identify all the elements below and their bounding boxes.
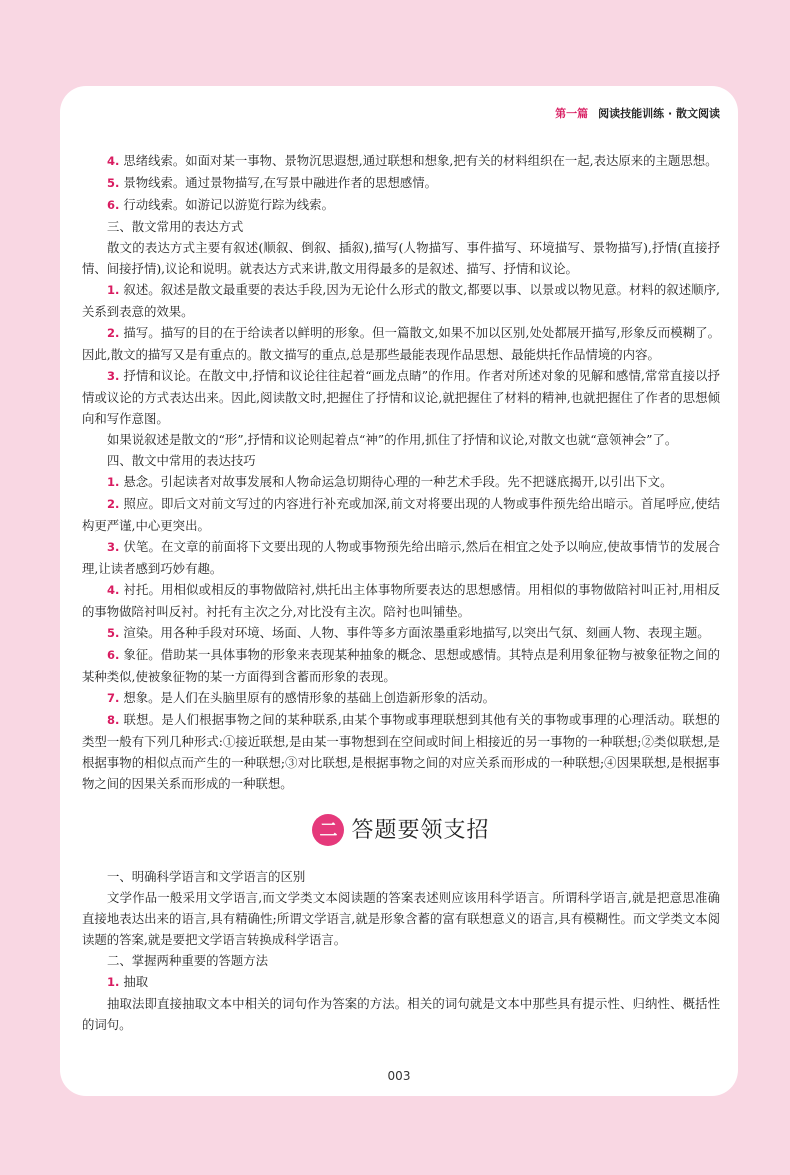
paragraph-text: 思绪线索。如面对某一事物、景物沉思遐想,通过联想和想象,把有关的材料组织在一起,表达原来的主题思想。	[123, 153, 718, 168]
paragraph-text: 照应。即后文对前文写过的内容进行补充或加深,前文对将要出现的人物或事件预先给出暗示。首尾呼应,使结构更严谨,中心更突出。	[82, 496, 720, 533]
paragraph-text: 散文的表达方式主要有叙述(顺叙、倒叙、插叙),描写(人物描写、事件描写、环境描写、景物描写),抒情(直接抒情、间接抒情),议论和说明。就表达方式来讲,散文用得最多的是叙述、描写、抒情和议论。	[82, 240, 720, 276]
paragraph	[82, 194, 720, 216]
item-number: 5.	[107, 626, 120, 640]
paragraph	[82, 866, 720, 887]
paragraph-text: 文学作品一般采用文学语言,而文学类文本阅读题的答案表述则应该用科学语言。所谓科学语言,就是把意思准确直接地表达出来的语言,具有精确性;所谓文学语言,就是形象含蓄的富有联想意义的语言,具有模糊性。而文学类文本阅读题的答案,就是要把文学语言转换成科学语言。	[82, 890, 720, 947]
section-one-text	[82, 150, 720, 794]
paragraph-text: 伏笔。在文章的前面将下文要出现的人物或事物预先给出暗示,然后在相宜之处予以响应,使故事情节的发展合理,让读者感到巧妙有趣。	[82, 539, 720, 576]
paragraph-text: 描写。描写的目的在于给读者以鲜明的形象。但一篇散文,如果不加以区别,处处都展开描写,形象反而模糊了。因此,散文的描写又是有重点的。散文描写的重点,总是那些最能表现作品思想、最能烘托作品情境的内容。	[82, 325, 720, 362]
paragraph	[82, 150, 720, 172]
item-number: 8.	[107, 713, 120, 727]
header-title: 阅读技能训练 · 散文阅读	[598, 107, 720, 120]
item-number: 6.	[107, 198, 120, 212]
paragraph-text: 抒情和议论。在散文中,抒情和议论往往起着“画龙点睛”的作用。作者对所述对象的见解和感情,常常直接以抒情或议论的方式表达出来。因此,阅读散文时,把握住了抒情和议论,就把握住了材料的精神,也就把握住了作者的思想倾向和写作意图。	[82, 368, 720, 426]
paragraph-text: 抽取法即直接抽取文本中相关的词句作为答案的方法。相关的词句就是文本中那些具有提示性、归纳性、概括性的词句。	[82, 996, 720, 1032]
paragraph	[82, 493, 720, 536]
paragraph	[82, 579, 720, 622]
page-card	[60, 86, 738, 1096]
body-text	[82, 150, 720, 1035]
item-number: 4.	[107, 154, 120, 168]
paragraph-text: 象征。借助某一具体事物的形象来表现某种抽象的概念、思想或感情。其特点是利用象征物与被象征物之间的某种类似,使被象征物的某一方面得到含蓄而形象的表现。	[82, 647, 720, 684]
paragraph-text: 如果说叙述是散文的“形”,抒情和议论则起着点“神”的作用,抓住了抒情和议论,对散文也就“意领神会”了。	[107, 432, 678, 447]
paragraph-text: 行动线索。如游记以游览行踪为线索。	[123, 197, 334, 212]
paragraph	[82, 322, 720, 365]
paragraph	[82, 644, 720, 687]
section-two-text	[82, 866, 720, 1035]
item-number: 3.	[107, 540, 120, 554]
paragraph	[82, 622, 720, 644]
paragraph-text: 联想。是人们根据事物之间的某种联系,由某个事物或事理联想到其他有关的事物或事理的心理活动。联想的类型一般有下列几种形式:①接近联想,是由某一事物想到在空间或时间上相接近的另一事物的一种联想;②类似联想,是根据事物的相似点而产生的一种联想;③对比联想,是根据事物之间的对应关系而形成的一种联想;④因果联想,是根据事物之间的因果关系而形成的一种联想。	[82, 712, 720, 791]
paragraph-text: 悬念。引起读者对故事发展和人物命运急切期待心理的一种艺术手段。先不把谜底揭开,以引出下文。	[123, 474, 673, 489]
section-heading	[82, 794, 720, 866]
item-number: 3.	[107, 369, 120, 383]
paragraph-text: 渲染。用各种手段对环境、场面、人物、事件等多方面浓墨重彩地描写,以突出气氛、刻画人物、表现主题。	[123, 625, 710, 640]
section-title: 答题要领支招	[351, 817, 490, 843]
item-number: 1.	[107, 475, 120, 489]
paragraph-text: 三、散文常用的表达方式	[107, 219, 244, 234]
paragraph	[82, 950, 720, 971]
paragraph	[82, 993, 720, 1035]
paragraph	[82, 450, 720, 471]
paragraph-text: 一、明确科学语言和文学语言的区别	[107, 869, 306, 884]
paragraph-text: 抽取	[123, 974, 149, 989]
item-number: 1.	[107, 283, 120, 297]
paragraph	[82, 887, 720, 950]
paragraph	[82, 471, 720, 493]
item-number: 5.	[107, 176, 120, 190]
paragraph-text: 衬托。用相似或相反的事物做陪衬,烘托出主体事物所要表达的思想感情。用相似的事物做陪衬叫正衬,用相反的事物做陪衬叫反衬。衬托有主次之分,对比没有主次。陪衬也叫铺垫。	[82, 582, 720, 619]
paragraph	[82, 172, 720, 194]
paragraph	[82, 971, 720, 993]
paragraph-text: 二、掌握两种重要的答题方法	[107, 953, 269, 968]
running-header	[555, 105, 720, 121]
paragraph-text: 景物线索。通过景物描写,在写景中融进作者的思想感情。	[123, 175, 438, 190]
paragraph-text: 想象。是人们在头脑里原有的感情形象的基础上创造新形象的活动。	[123, 690, 496, 705]
item-number: 4.	[107, 583, 120, 597]
paragraph-text: 叙述。叙述是散文最重要的表达手段,因为无论什么形式的散文,都要以事、以景或以物见意。材料的叙述顺序,关系到表意的效果。	[82, 282, 720, 319]
paragraph	[82, 536, 720, 579]
paragraph	[82, 429, 720, 450]
paragraph	[82, 365, 720, 429]
item-number: 2.	[107, 326, 120, 340]
paragraph	[82, 279, 720, 322]
paragraph	[82, 216, 720, 237]
section-number-badge: 二	[312, 814, 344, 846]
page-number: 003	[387, 1069, 411, 1083]
paragraph	[82, 709, 720, 794]
item-number: 1.	[107, 975, 120, 989]
header-part: 第一篇	[555, 107, 589, 120]
paragraph	[82, 687, 720, 709]
item-number: 2.	[107, 497, 120, 511]
item-number: 6.	[107, 648, 120, 662]
paragraph-text: 四、散文中常用的表达技巧	[107, 453, 256, 468]
item-number: 7.	[107, 691, 120, 705]
paragraph	[82, 237, 720, 279]
